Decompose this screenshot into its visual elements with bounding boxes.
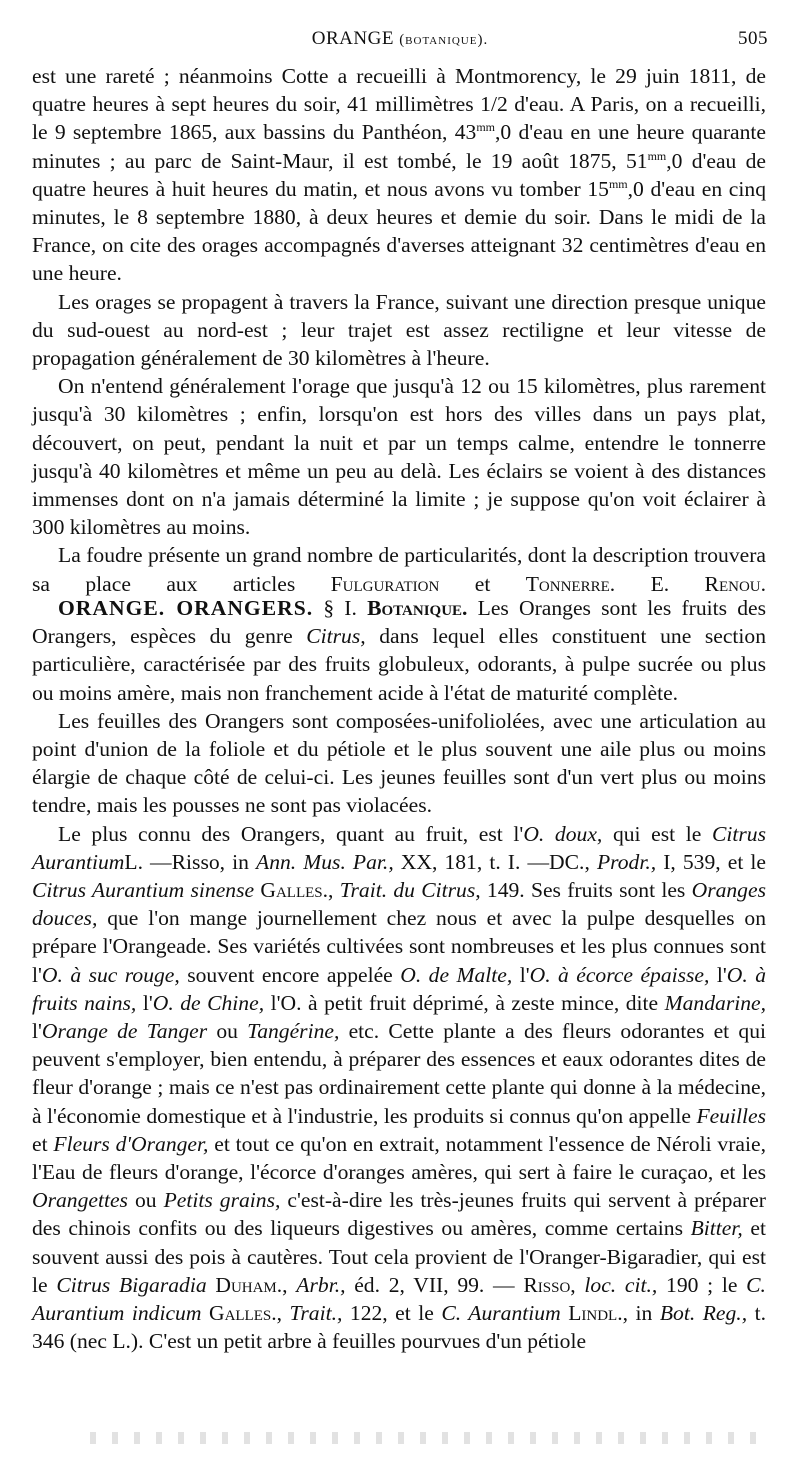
cross-reference: Fulguration: [330, 571, 440, 596]
text-run: ,0 d'eau de quatre heures à huit heures du matin, et nous avons vu tomber 15: [32, 148, 766, 201]
author-abbrev: Duham.,: [215, 1272, 288, 1297]
italic-term: loc. cit.,: [584, 1272, 658, 1297]
italic-term: Citrus Bigaradia: [56, 1272, 207, 1297]
text-run: 149. Ses fruits sont les: [486, 878, 686, 903]
text-run: La foudre présente un grand nombre de particularités, dont la description trouvera sa place aux articles: [32, 543, 766, 596]
author-abbrev: Galles.,: [208, 1301, 283, 1326]
section-orange-botanique: [32, 594, 766, 1355]
text-run: l': [519, 962, 530, 987]
italic-term: Citrus Aurantium sinense: [32, 878, 255, 903]
text-run: et tout ce qu'on en extrait, notamment l'essence de Néroli vraie, l'Eau de fleurs d'orange, l'écorce d'oranges amères, qui sert à faire le curaçao, et les: [32, 1131, 766, 1185]
paragraph-thunder-distance: On n'entend généralement l'orage que jusqu'à 12 ou 15 kilomètres, plus rarement jusqu'à 30 kilomètres ; enfin, lorsqu'on est hors des villes dans un pays plat, découvert, on peut, pendant la nuit et par un temps calme, entendre le tonnerre jusqu'à 40 kilomètres et même un peu au delà. Les éclairs se voient à des distances immenses dont on n'a jamais déterminé la limite ; je suppose qu'on voit éclairer à 300 kilomètres au moins.: [32, 374, 766, 540]
text-run: éd. 2, VII, 99. —: [354, 1272, 515, 1297]
text-run: et: [474, 571, 491, 596]
text-run: l': [716, 962, 727, 987]
text-run: ou: [216, 1019, 238, 1044]
italic-term: Arbr.,: [296, 1272, 346, 1297]
author-abbrev: Lindl.,: [568, 1301, 628, 1326]
text-run: Les Oranges sont les fruits des Orangers, espèces du genre: [32, 596, 766, 649]
unit-superscript: mm: [647, 148, 667, 163]
unit-superscript: mm: [608, 176, 628, 191]
section-orage-end: [32, 62, 766, 598]
paragraph-varieties: [32, 820, 766, 1356]
page-number: 505: [738, 28, 768, 49]
header-title: [32, 28, 768, 50]
italic-term: Bot. Reg.,: [659, 1301, 748, 1326]
paragraph-propagation: Les orages se propagent à travers la France, suivant une direction presque unique du sud-ouest au nord-est ; leur trajet est assez rectiligne et leur vitesse de propagation généralement de 30 kilomètres à l'heure.: [32, 289, 766, 371]
italic-term: C. Aurantium: [441, 1301, 561, 1326]
italic-term: O. à écorce épaisse,: [529, 962, 710, 987]
section-mark: § I.: [323, 596, 357, 620]
italic-term: Citrus Aurantium: [32, 821, 766, 874]
author-signature: E. Renou.: [650, 571, 767, 596]
text-run: 190 ; le: [666, 1272, 738, 1297]
italic-term: Fleurs d'Oranger,: [53, 1131, 209, 1156]
author-abbrev: Galles.,: [260, 878, 334, 903]
header-title-sub: (botanique).: [399, 32, 489, 48]
cross-reference: Tonnerre.: [525, 571, 616, 596]
entry-headword: ORANGE. ORANGERS.: [58, 596, 314, 620]
paragraph-rain-records: [32, 62, 766, 288]
genus-name: Citrus,: [306, 624, 366, 649]
italic-term: Ann. Mus. Par.,: [256, 849, 394, 874]
text-run: dans lequel elles constituent une section particulière, caractérisée par des fruits globuleux, odorants, à pulpe sucrée ou plus ou moins amère, mais non franchement acide à l'état de maturité complète.: [32, 624, 766, 705]
italic-term: O. à fruits nains,: [32, 962, 766, 1015]
text-run: l': [32, 1019, 42, 1044]
italic-term: O. doux,: [523, 821, 603, 846]
text-run: l'O. à petit fruit déprimé, à zeste mince, dite: [270, 990, 659, 1015]
italic-term: Orangettes: [32, 1188, 128, 1213]
text-run: et: [32, 1131, 48, 1156]
text-run: souvent encore appelée: [187, 962, 393, 987]
text-run: ou: [134, 1188, 157, 1213]
text-run: c'est-à-dire les très-jeunes fruits qui servent à préparer des chinois confits ou des liqueurs digestives ou amères, comme certains: [32, 1188, 766, 1241]
italic-term: Petits grains,: [163, 1188, 281, 1213]
italic-term: Feuilles: [696, 1103, 766, 1128]
text-run: ,0 d'eau en une heure quarante minutes ; au parc de Saint-Maur, il est tombé, le 19 août 1875, 51: [32, 120, 766, 173]
text-run: ,0 d'eau en cinq minutes, le 8 septembre 1880, à deux heures et demie du soir. Dans le midi de la France, on cite des orages accompagnés d'averses atteignant 32 centimètres d'eau en une heure.: [32, 176, 766, 286]
unit-superscript: mm: [476, 120, 495, 135]
italic-term: Trait.,: [289, 1301, 343, 1326]
text-run: t. 346 (nec L.). C'est un petit arbre à feuilles pourvues d'un pétiole: [32, 1301, 767, 1354]
text-run: 122, et le: [349, 1301, 434, 1326]
italic-term: Trait. du Citrus,: [339, 878, 481, 903]
italic-term: Mandarine,: [664, 990, 766, 1015]
section-label: Botanique.: [367, 596, 468, 620]
header-title-main: ORANGE: [311, 28, 394, 49]
paragraph-oranges-intro: [32, 594, 766, 707]
paragraph-lightning-signature: [32, 541, 766, 597]
text-run: L. —Risso, in: [124, 849, 249, 874]
paragraph-leaves: Les feuilles des Orangers sont composées-unifoliolées, avec une articulation au point d'union de la foliole et du pétiole et le plus souvent une aile plus ou moins élargie de chaque côté de celui-ci. Les jeunes feuilles sont d'un vert plus ou moins tendre, mais les pousses ne sont pas violacées.: [32, 708, 766, 818]
italic-term: O. de Chine,: [152, 990, 265, 1015]
italic-term: O. de Malte,: [400, 962, 513, 987]
text-run: et souvent aussi des pois à cautères. Tout cela provient de l'Oranger-Bigaradier, qui est le: [32, 1216, 766, 1297]
text-run: in: [635, 1301, 653, 1326]
italic-term: Prodr.,: [596, 849, 657, 874]
author-abbrev: Risso,: [523, 1272, 576, 1297]
text-run: que l'on mange journellement chez nous et avec la pulpe desquelles on prépare l'Orangeade. Ses variétés cultivées sont nombreuses et les plus connues sont l': [32, 906, 766, 987]
italic-term: C. Aurantium indicum: [32, 1272, 766, 1326]
text-run: etc. Cette plante a des fleurs odorantes et qui peuvent s'employer, bien entendu, à préparer des essences et eaux odorantes dites de fleur d'orange ; mais ce n'est pas ordinairement cette plante qui donne à la médecine, à l'économie domestique et à l'industrie, les produits si connus qu'on appelle: [32, 1019, 766, 1128]
text-run: XX, 181, t. I. —DC.,: [400, 849, 590, 874]
italic-term: Tangérine,: [247, 1019, 340, 1044]
italic-term: Orange de Tanger: [41, 1019, 208, 1044]
text-run: est une rareté ; néanmoins Cotte a recueilli à Montmorency, le 29 juin 1811, de quatre heures à sept heures du soir, 41 millimètres 1/2 d'eau. A Paris, on a recueilli, le 9 septembre 1865, aux bassins du Panthéon, 43: [32, 64, 766, 145]
bleed-through-line: [90, 1432, 760, 1444]
text-run: l': [142, 990, 153, 1015]
text-run: qui est le: [612, 821, 702, 846]
italic-term: O. à suc rouge,: [41, 962, 180, 987]
text-run: Le plus connu des Orangers, quant au fruit, est l': [58, 821, 524, 846]
text-run: I, 539, et le: [663, 849, 766, 874]
italic-term: Bitter,: [690, 1216, 743, 1241]
running-header: [32, 28, 768, 58]
italic-term: Oranges douces,: [32, 878, 766, 931]
